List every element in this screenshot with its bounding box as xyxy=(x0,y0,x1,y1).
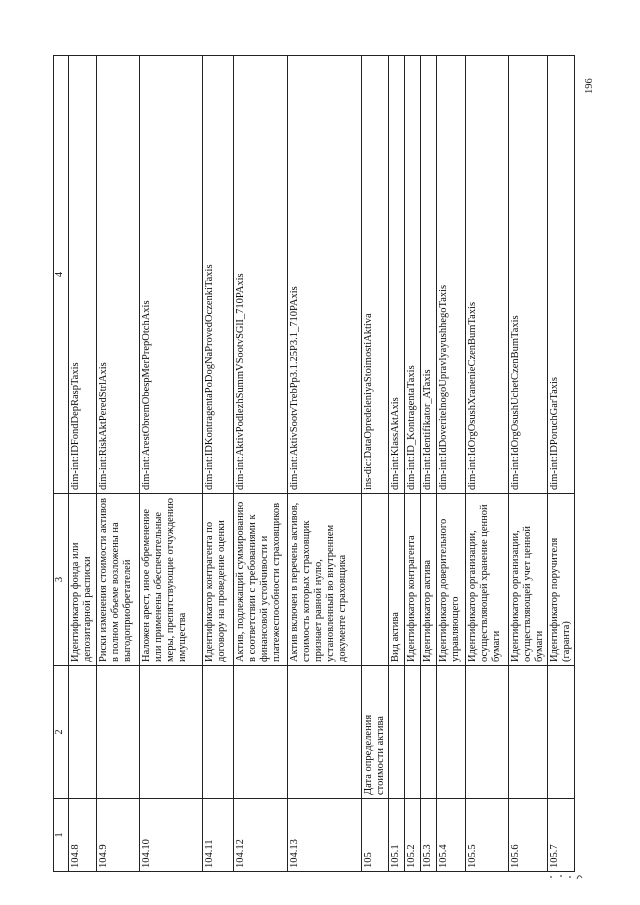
row-name-cell xyxy=(509,666,548,799)
scan-mark-dot xyxy=(560,875,562,877)
row-code-cell: dim-int:IDPoruchGarTaxis xyxy=(548,56,575,494)
table-row xyxy=(548,56,575,872)
row-name-cell xyxy=(97,666,140,799)
row-number-cell: 105 xyxy=(362,799,389,872)
column-header-2: 2 xyxy=(54,666,69,799)
row-description-cell: Актив включен в перечень активов, стоимость которых страховщик признает равной нулю, установленный во внутреннем документе страховщика xyxy=(288,494,362,666)
row-number-cell: 104.9 xyxy=(97,799,140,872)
row-number-cell: 105.7 xyxy=(548,799,575,872)
row-code-cell: dim-int:AktivSootvTrebPp3.1.25P3.1_710PAxis xyxy=(288,56,362,494)
row-code-cell: dim-int:IDKontragentaPoDogNaProvedOczenkiTaxis xyxy=(203,56,234,494)
table-row xyxy=(203,56,234,872)
row-number-cell: 104.8 xyxy=(69,799,97,872)
row-description-cell: Вид актива xyxy=(389,494,405,666)
row-name-cell xyxy=(389,666,405,799)
row-name-cell xyxy=(203,666,234,799)
row-description-cell: Идентификатор фонда или депозитарной расписки xyxy=(69,494,97,666)
row-number-cell: 104.11 xyxy=(203,799,234,872)
row-number-cell: 105.1 xyxy=(389,799,405,872)
table-row xyxy=(405,56,421,872)
row-description-cell xyxy=(362,494,389,666)
rotated-table-container xyxy=(53,42,588,882)
row-code-cell: dim-int:IdOrgOsushXranenieCzenBumTaxis xyxy=(466,56,509,494)
row-description-cell: Актив, подлежащий суммированию в соответствии с требованиями к финансовой устойчивости и платежеспособности страховщиков xyxy=(234,494,288,666)
row-code-cell: dim-int:KlassAktAxis xyxy=(389,56,405,494)
row-number-cell: 105.5 xyxy=(466,799,509,872)
row-code-cell: dim-int:ArestObremObespMerPrepOtchAxis xyxy=(140,56,203,494)
row-number-cell: 104.10 xyxy=(140,799,203,872)
row-number-cell: 104.13 xyxy=(288,799,362,872)
row-number-cell: 105.3 xyxy=(421,799,437,872)
row-number-cell: 105.2 xyxy=(405,799,421,872)
table-row xyxy=(362,56,389,872)
row-code-cell: dim-int:IdOrgOsushUchetCzenBumTaxis xyxy=(509,56,548,494)
scan-mark-stroke xyxy=(577,876,582,879)
row-description-cell: Идентификатор актива xyxy=(421,494,437,666)
row-code-cell: dim-int:IdDoveritelnogoUpravlyayushhegoTaxis xyxy=(437,56,466,494)
table-row xyxy=(140,56,203,872)
row-name-cell xyxy=(437,666,466,799)
row-description-cell: Идентификатор организации, осуществляющей хранение ценной бумаги xyxy=(466,494,509,666)
row-name-cell xyxy=(69,666,97,799)
table-row xyxy=(421,56,437,872)
row-name-cell xyxy=(405,666,421,799)
table-body xyxy=(69,56,575,872)
row-name-cell xyxy=(234,666,288,799)
row-description-cell: Идентификатор организации, осуществляющей учет ценной бумаги xyxy=(509,494,548,666)
row-description-cell: Риски изменения стоимости активов в полном объеме возложены на выгодоприобретателей xyxy=(97,494,140,666)
row-description-cell: Идентификатор поручителя (гаранта) xyxy=(548,494,575,666)
row-description-cell: Наложен арест, иное обременение или применены обеспечительные меры, препятствующие отчуждению имущества xyxy=(140,494,203,666)
row-number-cell: 105.4 xyxy=(437,799,466,872)
row-name-cell xyxy=(288,666,362,799)
column-header-1: 1 xyxy=(54,799,69,872)
table-row xyxy=(437,56,466,872)
table-row xyxy=(69,56,97,872)
row-name-cell xyxy=(421,666,437,799)
row-description-cell: Идентификатор контрагента xyxy=(405,494,421,666)
scan-marks xyxy=(548,868,588,884)
table-row xyxy=(234,56,288,872)
row-name-cell xyxy=(548,666,575,799)
row-name-cell xyxy=(140,666,203,799)
row-code-cell: dim-int:AktivPodlezhSummVSootvSGlI_710PAxis xyxy=(234,56,288,494)
row-number-cell: 105.6 xyxy=(509,799,548,872)
data-table xyxy=(53,55,575,872)
row-description-cell: Идентификатор доверительного управляющего xyxy=(437,494,466,666)
row-code-cell: ins-dic:DataOpredeleniyaStoimostiAktiva xyxy=(362,56,389,494)
scan-mark-dot xyxy=(569,876,571,878)
column-header-4: 4 xyxy=(54,56,69,494)
row-name-cell: Дата определения стоимости актива xyxy=(362,666,389,799)
table-row xyxy=(97,56,140,872)
row-code-cell: dim-int:RiskAktPeredStrlAxis xyxy=(97,56,140,494)
table-row xyxy=(288,56,362,872)
table-row xyxy=(466,56,509,872)
page-number: 196 xyxy=(584,78,595,94)
scan-mark-dot xyxy=(550,876,552,878)
table-row xyxy=(509,56,548,872)
row-name-cell xyxy=(466,666,509,799)
table-row xyxy=(389,56,405,872)
header-row xyxy=(54,56,69,872)
row-number-cell: 104.12 xyxy=(234,799,288,872)
row-code-cell: dim-int:ID_KontragentaTaxis xyxy=(405,56,421,494)
row-code-cell: dim-int:IDFondDepRaspTaxis xyxy=(69,56,97,494)
row-description-cell: Идентификатор контрагента по договору на проведение оценки xyxy=(203,494,234,666)
column-header-3: 3 xyxy=(54,494,69,666)
row-code-cell: dim-int:Identifikator_ATaxis xyxy=(421,56,437,494)
